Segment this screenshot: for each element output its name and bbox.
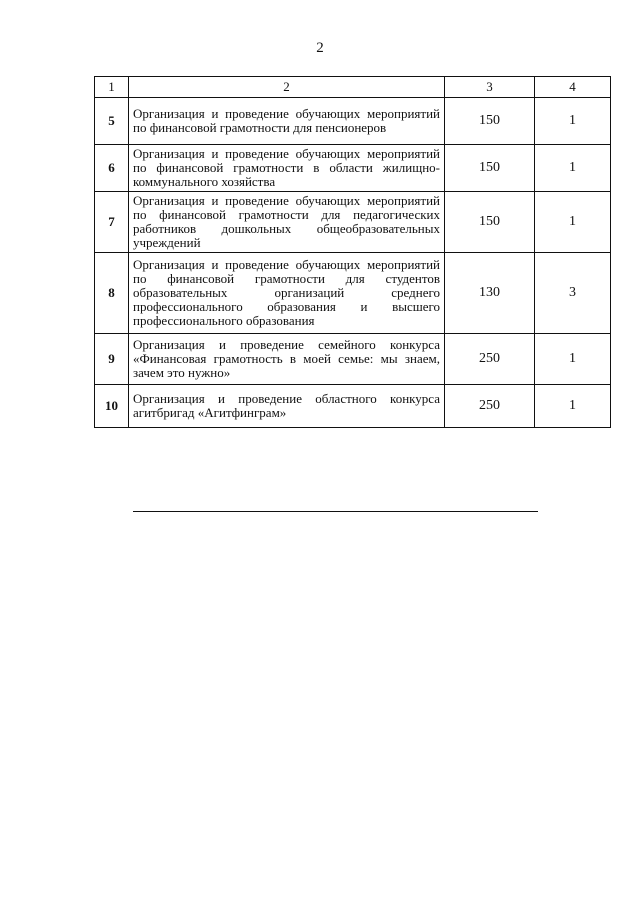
row-number: 7 — [95, 192, 129, 253]
table-row — [95, 192, 611, 253]
row-col4-value: 1 — [535, 385, 611, 428]
table-row — [95, 145, 611, 192]
table-row — [95, 98, 611, 145]
closing-rule-divider — [133, 511, 538, 512]
page-number: 2 — [316, 40, 324, 56]
row-number: 8 — [95, 253, 129, 334]
row-col3-value: 250 — [445, 334, 535, 385]
row-description: Организация и проведение обучающих мероприятий по финансовой грамотности для пенсионеров — [129, 98, 445, 145]
table-row — [95, 253, 611, 334]
row-col3-value: 150 — [445, 145, 535, 192]
table-header-row — [95, 77, 611, 98]
row-col4-value: 1 — [535, 98, 611, 145]
row-description: Организация и проведение обучающих мероприятий по финансовой грамотности для студентов образовательных организаций среднего профессионального образования и высшего профессионального образования — [129, 253, 445, 334]
row-col4-value: 1 — [535, 334, 611, 385]
row-number: 6 — [95, 145, 129, 192]
table-row — [95, 334, 611, 385]
row-col3-value: 150 — [445, 192, 535, 253]
row-number: 9 — [95, 334, 129, 385]
header-col-3: 3 — [445, 77, 535, 98]
row-description: Организация и проведение обучающих мероприятий по финансовой грамотности для педагогических работников дошкольных общеобразовательных учреждений — [129, 192, 445, 253]
row-col3-value: 250 — [445, 385, 535, 428]
events-table — [94, 76, 611, 428]
header-col-1: 1 — [95, 77, 129, 98]
table-row — [95, 385, 611, 428]
header-col-4: 4 — [535, 77, 611, 98]
row-col4-value: 3 — [535, 253, 611, 334]
row-number: 5 — [95, 98, 129, 145]
row-col4-value: 1 — [535, 192, 611, 253]
row-description: Организация и проведение обучающих мероприятий по финансовой грамотности в области жилищно-коммунального хозяйства — [129, 145, 445, 192]
row-col3-value: 150 — [445, 98, 535, 145]
header-col-2: 2 — [129, 77, 445, 98]
row-description: Организация и проведение областного конкурса агитбригад «Агитфинграм» — [129, 385, 445, 428]
row-col4-value: 1 — [535, 145, 611, 192]
row-description: Организация и проведение семейного конкурса «Финансовая грамотность в моей семье: мы знаем, зачем это нужно» — [129, 334, 445, 385]
row-col3-value: 130 — [445, 253, 535, 334]
row-number: 10 — [95, 385, 129, 428]
